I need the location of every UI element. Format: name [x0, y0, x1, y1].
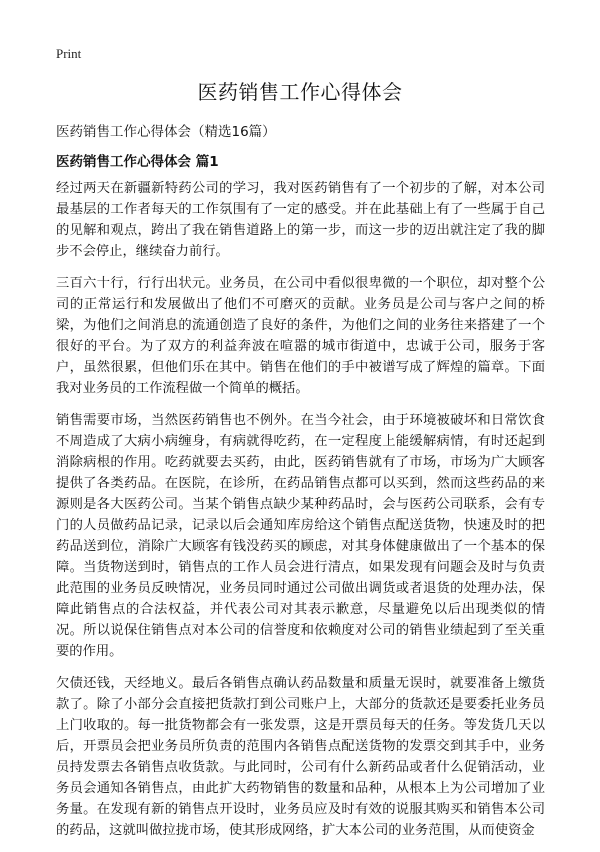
paragraph: 三百六十行，行行出状元。业务员，在公司中看似很卑微的一个职位，却对整个公司的正常运行和发展做出了他们不可磨灭的贡献。业务员是公司与客户之间的桥梁，为他们之间消息的流通创造了良好的条件，为他们之间的业务往来搭建了一个很好的平台。为了双方的利益奔波在喧嚣的城市街道中，忠诚于公司，服务于客户，虽然很累，但他们乐在其中。销售在他们的手中被谱写成了辉煌的篇章。下面我对业务员的工作流程做一个简单的概括。 [56, 276, 545, 396]
section-heading: 医药销售工作心得体会 篇1 [56, 154, 219, 170]
print-link[interactable]: Print [56, 46, 82, 61]
paragraph: 欠债还钱，天经地义。最后各销售点确认药品数量和质量无误时，就要准备上缴货款了。除了小部分会直接把货款打到公司账户上，大部分的货款还是要委托业务员上门收取的。每一批货物都会有一张发票，这是开票员每天的任务。等发货几天以后，开票员会把业务员所负责的范围内各销售点配送货物的发票交到其手中，业务员持发票去各销售点收货款。与此同时，公司有什么新药品或者什么促销活动，业务员会通知各销售点，由此扩大药物销售的数量和品种，从根本上为公司增加了业务量。在发现有新的销售点开设时，业务员应及时有效的说服其购买和销售本公司的药品，这就叫做拉拢市场，使其形成网络，扩大本公司的业务范围，从而使资金 [56, 676, 545, 838]
document-body [56, 178, 545, 852]
document-title: 医药销售工作心得体会 [197, 80, 403, 104]
document-subtitle: 医药销售工作心得体会（精选16篇） [56, 124, 276, 140]
paragraph: 经过两天在新疆新特药公司的学习，我对医药销售有了一个初步的了解，对本公司最基层的工作者每天的工作氛围有了一定的感受。并在此基础上有了一些属于自己的见解和观点，跨出了我在销售道路上的第一步，而这一步的迈出就注定了我的脚步不会停止，继续奋力前行。 [56, 181, 545, 259]
paragraph: 销售需要市场，当然医药销售也不例外。在当今社会，由于环境被破坏和日常饮食不周造成了大病小病缠身，有病就得吃药，在一定程度上能缓解病情，有时还起到消除病根的作用。吃药就要去买药，由此，医药销售就有了市场，市场为广大顾客提供了各类药品。在医院，在诊所，在药品销售点都可以买到，然而这些药品的来源则是各大医药公司。当某个销售点缺少某种药品时，会与医药公司联系，会有专门的人员做药品记录，记录以后会通知库房给这个销售点配送货物，快速及时的把药品送到位，消除广大顾客有钱没药买的顾虑，对其身体健康做出了一个基本的保障。当货物送到时，销售点的工作人员会进行清点，如果发现有问题会及时与负责此范围的业务员反映情况，业务员同时通过公司做出调货或者退货的处理办法，保障此销售点的合法权益，并代表公司对其表示歉意，尽量避免以后出现类似的情况。所以说保住销售点对本公司的信誉度和依赖度对公司的销售业绩起到了至关重要的作用。 [56, 413, 545, 659]
